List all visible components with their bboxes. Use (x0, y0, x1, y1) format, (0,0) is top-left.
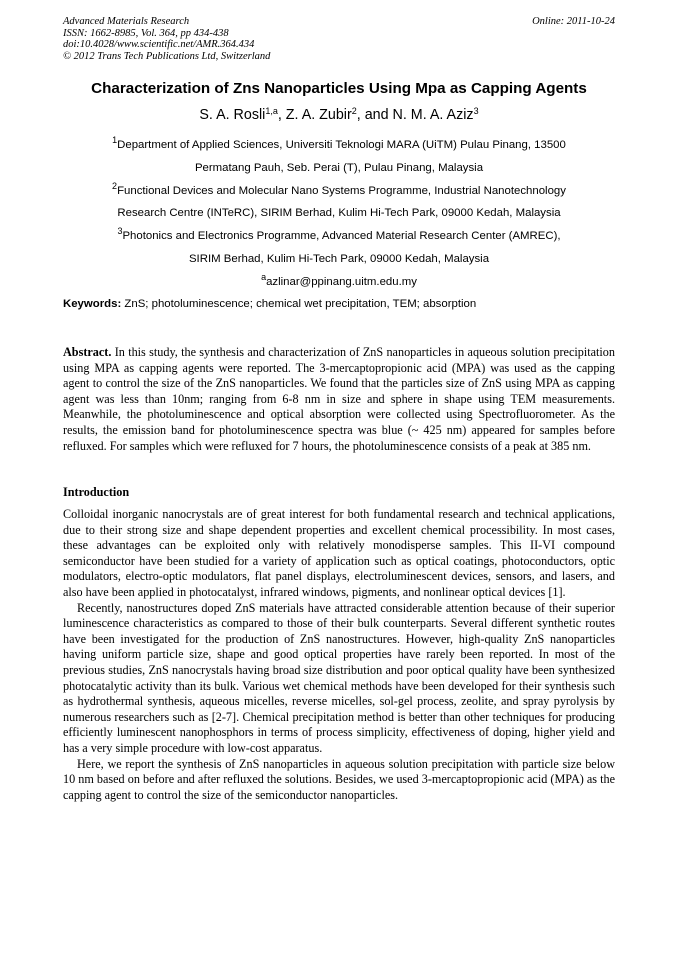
introduction-paragraph-2: Recently, nanostructures doped ZnS materials have attracted considerable attention because of their superior luminescence characteristics as compared to those of their bulk counterparts. Several different synthetic routes have been investigated for the production of ZnS nanostructures. However, high-quality ZnS nanoparticles having uniform particle size, shape and good optical properties have rarely been reported. In most of the previous studies, ZnS nanocrystals having broad size distribution and poor optical quality have been synthesized photocatalytic activity than its bulk. Various wet chemical methods have been developed for their synthesis such as hydrothermal synthesis, aqueous micelles, reverse micelles, sol-gel process, zeolite, and spray pyrolysis by numerous researchers such as [2-7]. Chemical precipitation method is better than other techniques for producing efficiently luminescent nanophosphors in terms of process simplicity, effectiveness of doping, higher yield and has a very simple procedure with low-cost apparatus. (63, 600, 615, 755)
journal-header (63, 16, 615, 62)
paper-title: Characterization of Zns Nanoparticles Using Mpa as Capping Agents (91, 80, 587, 97)
journal-doi: doi:10.4028/www.scientific.net/AMR.364.434 (63, 39, 255, 50)
abstract-text: In this study, the synthesis and characterization of ZnS nanoparticles in aqueous solution precipitation using MPA as capping agents were reported. The 3-mercaptopropionic acid (MPA) was used as the capping agent to control the size of the ZnS nanoparticles. We found that the particles size of ZnS using MPA as capping agent was less than 10nm; ranging from 6-8 nm in size and sphere in shape using TEM measurements. Meanwhile, the photoluminescence and optical absorption were collected using Spectrofluorometer. As the results, the emission band for photoluminescence spectra was blue (~ 425 nm) appeared for samples before refluxed. For samples which were refluxed for 7 hours, the photoluminescence consists of a peak at 385 nm. (63, 345, 615, 453)
introduction-section (63, 507, 615, 803)
email-superscript: a (261, 271, 267, 282)
author-name: , Z. A. Zubir (277, 107, 352, 123)
affiliation-superscript: 3 (117, 226, 123, 237)
abstract-paragraph (63, 345, 615, 454)
introduction-paragraph-1: Colloidal inorganic nanocrystals are of great interest for both fundamental research and technical applications, due to their strong size and shape dependent properties and excellent chemical processibility. In most cases, these advantages can be exploited only with relatively monodisperse samples. This II-VI compound semiconductor have been studied for a variety of application such as optical coatings, photoconductors, optic modulators, electro-optic modulators, flat panel displays, electroluminescent devices, sensors, and lasers, and also have been applied in photocatalyst, infrared windows, pigments, and nonlinear optical devices [1]. (63, 507, 615, 599)
affiliation-2-line-1 (60, 180, 618, 203)
journal-issn: ISSN: 1662-8985, Vol. 364, pp 434-438 (63, 27, 229, 39)
affiliations (60, 134, 618, 294)
affiliation-superscript: 2 (112, 180, 118, 191)
affiliation-1-line-1 (60, 134, 618, 157)
keywords (63, 298, 623, 310)
author-name: , and N. M. A. Aziz (356, 107, 474, 123)
introduction-heading: Introduction (63, 485, 130, 499)
affiliation-text: Photonics and Electronics Programme, Advanced Material Research Center (AMREC), (122, 230, 561, 243)
journal-copyright: © 2012 Trans Tech Publications Ltd, Switzerland (63, 50, 271, 62)
keywords-label: Keywords: (63, 298, 122, 310)
author-email (60, 271, 618, 294)
author-superscript: 2 (351, 106, 357, 116)
affiliation-3-line-2: SIRIM Berhad, Kulim Hi-Tech Park, 09000 Kedah, Malaysia (188, 252, 490, 265)
affiliation-superscript: 1 (112, 135, 118, 145)
abstract-section (63, 345, 615, 454)
author-name: S. A. Rosli (199, 107, 266, 123)
abstract-label: Abstract. (63, 345, 112, 359)
introduction-paragraph-3: Here, we report the synthesis of ZnS nanoparticles in aqueous solution precipitation with particle size below 10 nm based on before and after refluxed the solutions. Besides, we used 3-mercaptopropionic acid (MPA) as the capping agent to control the size of the semiconductor nanoparticles. (63, 756, 615, 802)
affiliation-text: Department of Applied Sciences, Universiti Teknologi MARA (UiTM) Pulau Pinang, 13500 (117, 139, 566, 151)
journal-name: Advanced Materials Research (63, 16, 190, 27)
affiliation-3-line-1 (60, 225, 618, 248)
affiliation-text: Functional Devices and Molecular Nano Systems Programme, Industrial Nanotechnology (117, 184, 566, 197)
author-list (0, 107, 678, 123)
affiliation-1-line-2: Permatang Pauh, Seb. Perai (T), Pulau Pinang, Malaysia (194, 161, 484, 174)
keywords-text: ZnS; photoluminescence; chemical wet precipitation, TEM; absorption (121, 298, 477, 310)
email-text: azlinar@ppinang.uitm.edu.my (266, 275, 417, 288)
author-superscript: 1,a (265, 106, 278, 116)
affiliation-2-line-2: Research Centre (INTeRC), SIRIM Berhad, Kulim Hi-Tech Park, 09000 Kedah, Malaysia (117, 207, 561, 220)
online-date: Online: 2011-10-24 (532, 16, 615, 27)
author-superscript: 3 (473, 106, 479, 116)
